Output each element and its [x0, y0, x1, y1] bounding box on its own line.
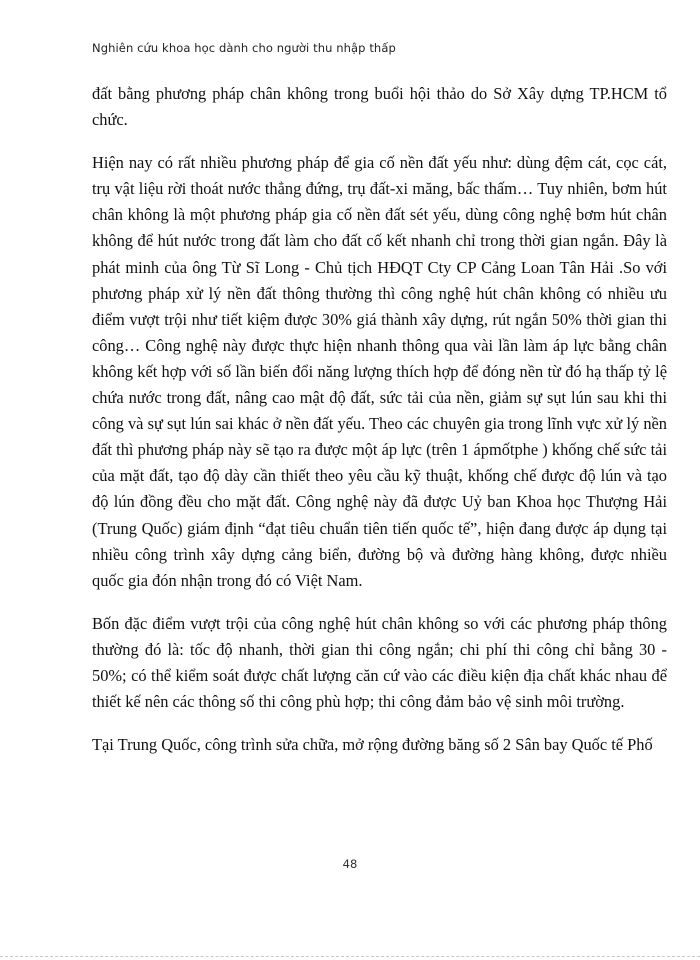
body-text: [92, 81, 667, 775]
paragraph-1: đất bằng phương pháp chân không trong buổi hội thảo do Sở Xây dựng TP.HCM tổ chức.: [92, 84, 667, 130]
paragraph-3: Bốn đặc điểm vượt trội của công nghệ hút chân không so với các phương pháp thông thường đó là: tốc độ nhanh, thời gian thi công ngắn; chi phí thi công chỉ bằng 30 - 50%; có thể kiểm soát được chất lượng căn cứ vào các điều kiện địa chất khác nhau để thiết kế nên các thông số thi công phù hợp; thi công đảm bảo vệ sinh môi trường.: [92, 613, 667, 712]
page-number: 48: [342, 857, 358, 871]
paragraph-2: Hiện nay có rất nhiều phương pháp để gia cố nền đất yếu như: dùng đệm cát, cọc cát, trụ vật liệu rời thoát nước thẳng đứng, trụ đất-xi măng, bấc thấm… Tuy nhiên, bơm hút chân không là một phương pháp gia cố nền đất sét yếu, dùng công nghệ bơm hút chân không để hút nước trong đất làm cho đất cố kết nhanh chỉ trong thời gian ngắn. Đây là phát minh của ông Từ Sĩ Long - Chủ tịch HĐQT Cty CP Cảng Loan Tân Hải .So với phương pháp xử lý nền đất thông thường thì công nghệ hút chân không có nhiều ưu điểm vượt trội như tiết kiệm được 30% giá thành xây dựng, rút ngắn 50% thời gian thi công… Công nghệ này được thực hiện nhanh thông qua vài lần làm áp lực bằng chân không kết hợp với số lần biến đổi năng lượng thích hợp để đóng nền từ đó hạ thấp tỷ lệ chứa nước trong đất, nâng cao mật độ đất, sức tải của nền, giảm sự sụt lún sau khi thi công và sự sụt lún sai khác ở nền đất yếu. Theo các chuyên gia trong lĩnh vực xử lý nền đất thì phương pháp này sẽ tạo ra được một áp lực (trên 1 ápmốtphe ) khống chế sức tải của mặt đất, tạo độ dày cần thiết theo yêu cầu kỹ thuật, khống chế được độ lún và tạo độ lún đồng đều cho mặt đất. Công nghệ này đã được Uỷ ban Khoa học Thượng Hải (Trung Quốc) giám định “đạt tiêu chuẩn tiên tiến quốc tế”, hiện đang được áp dụng tại nhiều công trình xây dựng cảng biển, đường bộ và đường hàng không, được nhiều quốc gia đón nhận trong đó có Việt Nam.: [92, 153, 667, 590]
running-header: Nghiên cứu khoa học dành cho người thu nhập thấp: [92, 41, 396, 55]
paragraph-4: Tại Trung Quốc, công trình sửa chữa, mở rộng đường băng số 2 Sân bay Quốc tế Phố: [92, 735, 653, 755]
page-bottom-divider: [0, 956, 700, 957]
